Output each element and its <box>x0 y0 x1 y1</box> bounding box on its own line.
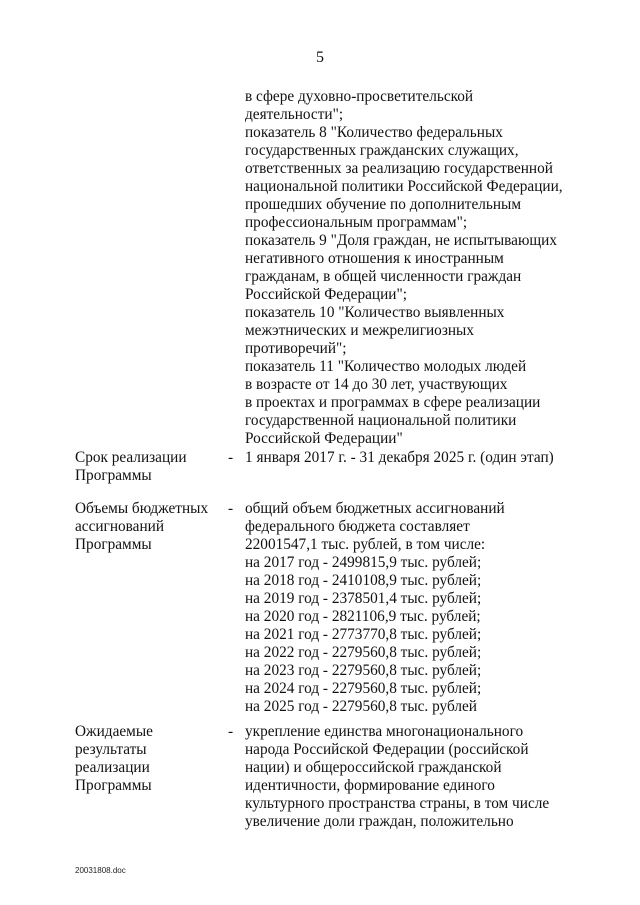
budget-label-line: ассигнований <box>75 518 165 535</box>
indicators-line: противоречий"; <box>245 340 347 357</box>
results-label <box>75 723 225 795</box>
term-label-line: Срок реализации <box>75 449 187 466</box>
results-dash: - <box>228 723 234 740</box>
budget-line: на 2025 год - 2279560,8 тыс. рублей <box>245 698 477 715</box>
document-filename: 20031808.doc <box>75 866 126 875</box>
term-label-line: Программы <box>75 467 152 484</box>
budget-line: федерального бюджета составляет <box>245 518 470 535</box>
indicators-line: в проектах и программах в сфере реализации <box>245 394 541 411</box>
results-line: увеличение доли граждан, положительно <box>245 813 514 830</box>
indicators-line: в сфере духовно-просветительской <box>245 88 474 105</box>
indicators-line: национальной политики Российской Федерации, <box>245 178 563 195</box>
term-value-line: 1 января 2017 г. - 31 декабря 2025 г. (один этап) <box>245 449 554 466</box>
results-line: культурного пространства страны, в том числе <box>245 795 550 812</box>
indicators-line: показатель 9 "Доля граждан, не испытывающих <box>245 232 558 249</box>
results-label-line: Ожидаемые <box>75 723 153 740</box>
indicators-line: в возрасте от 14 до 30 лет, участвующих <box>245 376 508 393</box>
indicators-line: Российской Федерации" <box>245 430 403 447</box>
results-line: укрепление единства многонационального <box>245 723 524 740</box>
indicators-block <box>245 88 563 448</box>
budget-line: на 2018 год - 2410108,9 тыс. рублей; <box>245 572 482 589</box>
budget-line: на 2022 год - 2279560,8 тыс. рублей; <box>245 644 482 661</box>
budget-line: на 2021 год - 2773770,8 тыс. рублей; <box>245 626 482 643</box>
results-label-line: реализации <box>75 759 150 776</box>
budget-line: на 2020 год - 2821106,9 тыс. рублей; <box>245 608 481 625</box>
budget-line: 22001547,1 тыс. рублей, в том числе: <box>245 536 486 553</box>
indicators-line: показатель 10 "Количество выявленных <box>245 304 505 321</box>
budget-line: на 2017 год - 2499815,9 тыс. рублей; <box>245 554 482 571</box>
indicators-line: прошедших обучение по дополнительным <box>245 196 521 213</box>
budget-block <box>245 500 505 716</box>
term-value <box>245 449 554 467</box>
indicators-line: ответственных за реализацию государственной <box>245 160 553 177</box>
indicators-line: государственной национальной политики <box>245 412 517 429</box>
indicators-line: гражданам, в общей численности граждан <box>245 268 522 285</box>
results-block <box>245 723 549 831</box>
results-line: нации) и общероссийской гражданской <box>245 759 502 776</box>
budget-line: на 2019 год - 2378501,4 тыс. рублей; <box>245 590 482 607</box>
indicators-line: негативного отношения к иностранным <box>245 250 504 267</box>
budget-line: общий объем бюджетных ассигнований <box>245 500 505 517</box>
budget-label <box>75 500 225 554</box>
page-number: 5 <box>316 49 324 66</box>
budget-line: на 2024 год - 2279560,8 тыс. рублей; <box>245 680 482 697</box>
indicators-line: межэтнических и межрелигиозных <box>245 322 474 339</box>
indicators-line: показатель 8 "Количество федеральных <box>245 124 503 141</box>
budget-label-line: Объемы бюджетных <box>75 500 209 517</box>
budget-label-line: Программы <box>75 536 152 553</box>
budget-dash: - <box>228 500 234 517</box>
indicators-line: деятельности"; <box>245 106 344 123</box>
indicators-line: профессиональным программам"; <box>245 214 468 231</box>
indicators-line: Российской Федерации"; <box>245 286 407 303</box>
results-label-line: результаты <box>75 741 147 758</box>
term-label <box>75 449 225 485</box>
budget-line: на 2023 год - 2279560,8 тыс. рублей; <box>245 662 482 679</box>
results-line: идентичности, формирование единого <box>245 777 495 794</box>
results-line: народа Российской Федерации (российской <box>245 741 529 758</box>
results-label-line: Программы <box>75 777 152 794</box>
term-dash: - <box>228 449 234 466</box>
indicators-line: показатель 11 "Количество молодых людей <box>245 358 527 375</box>
indicators-line: государственных гражданских служащих, <box>245 142 519 159</box>
